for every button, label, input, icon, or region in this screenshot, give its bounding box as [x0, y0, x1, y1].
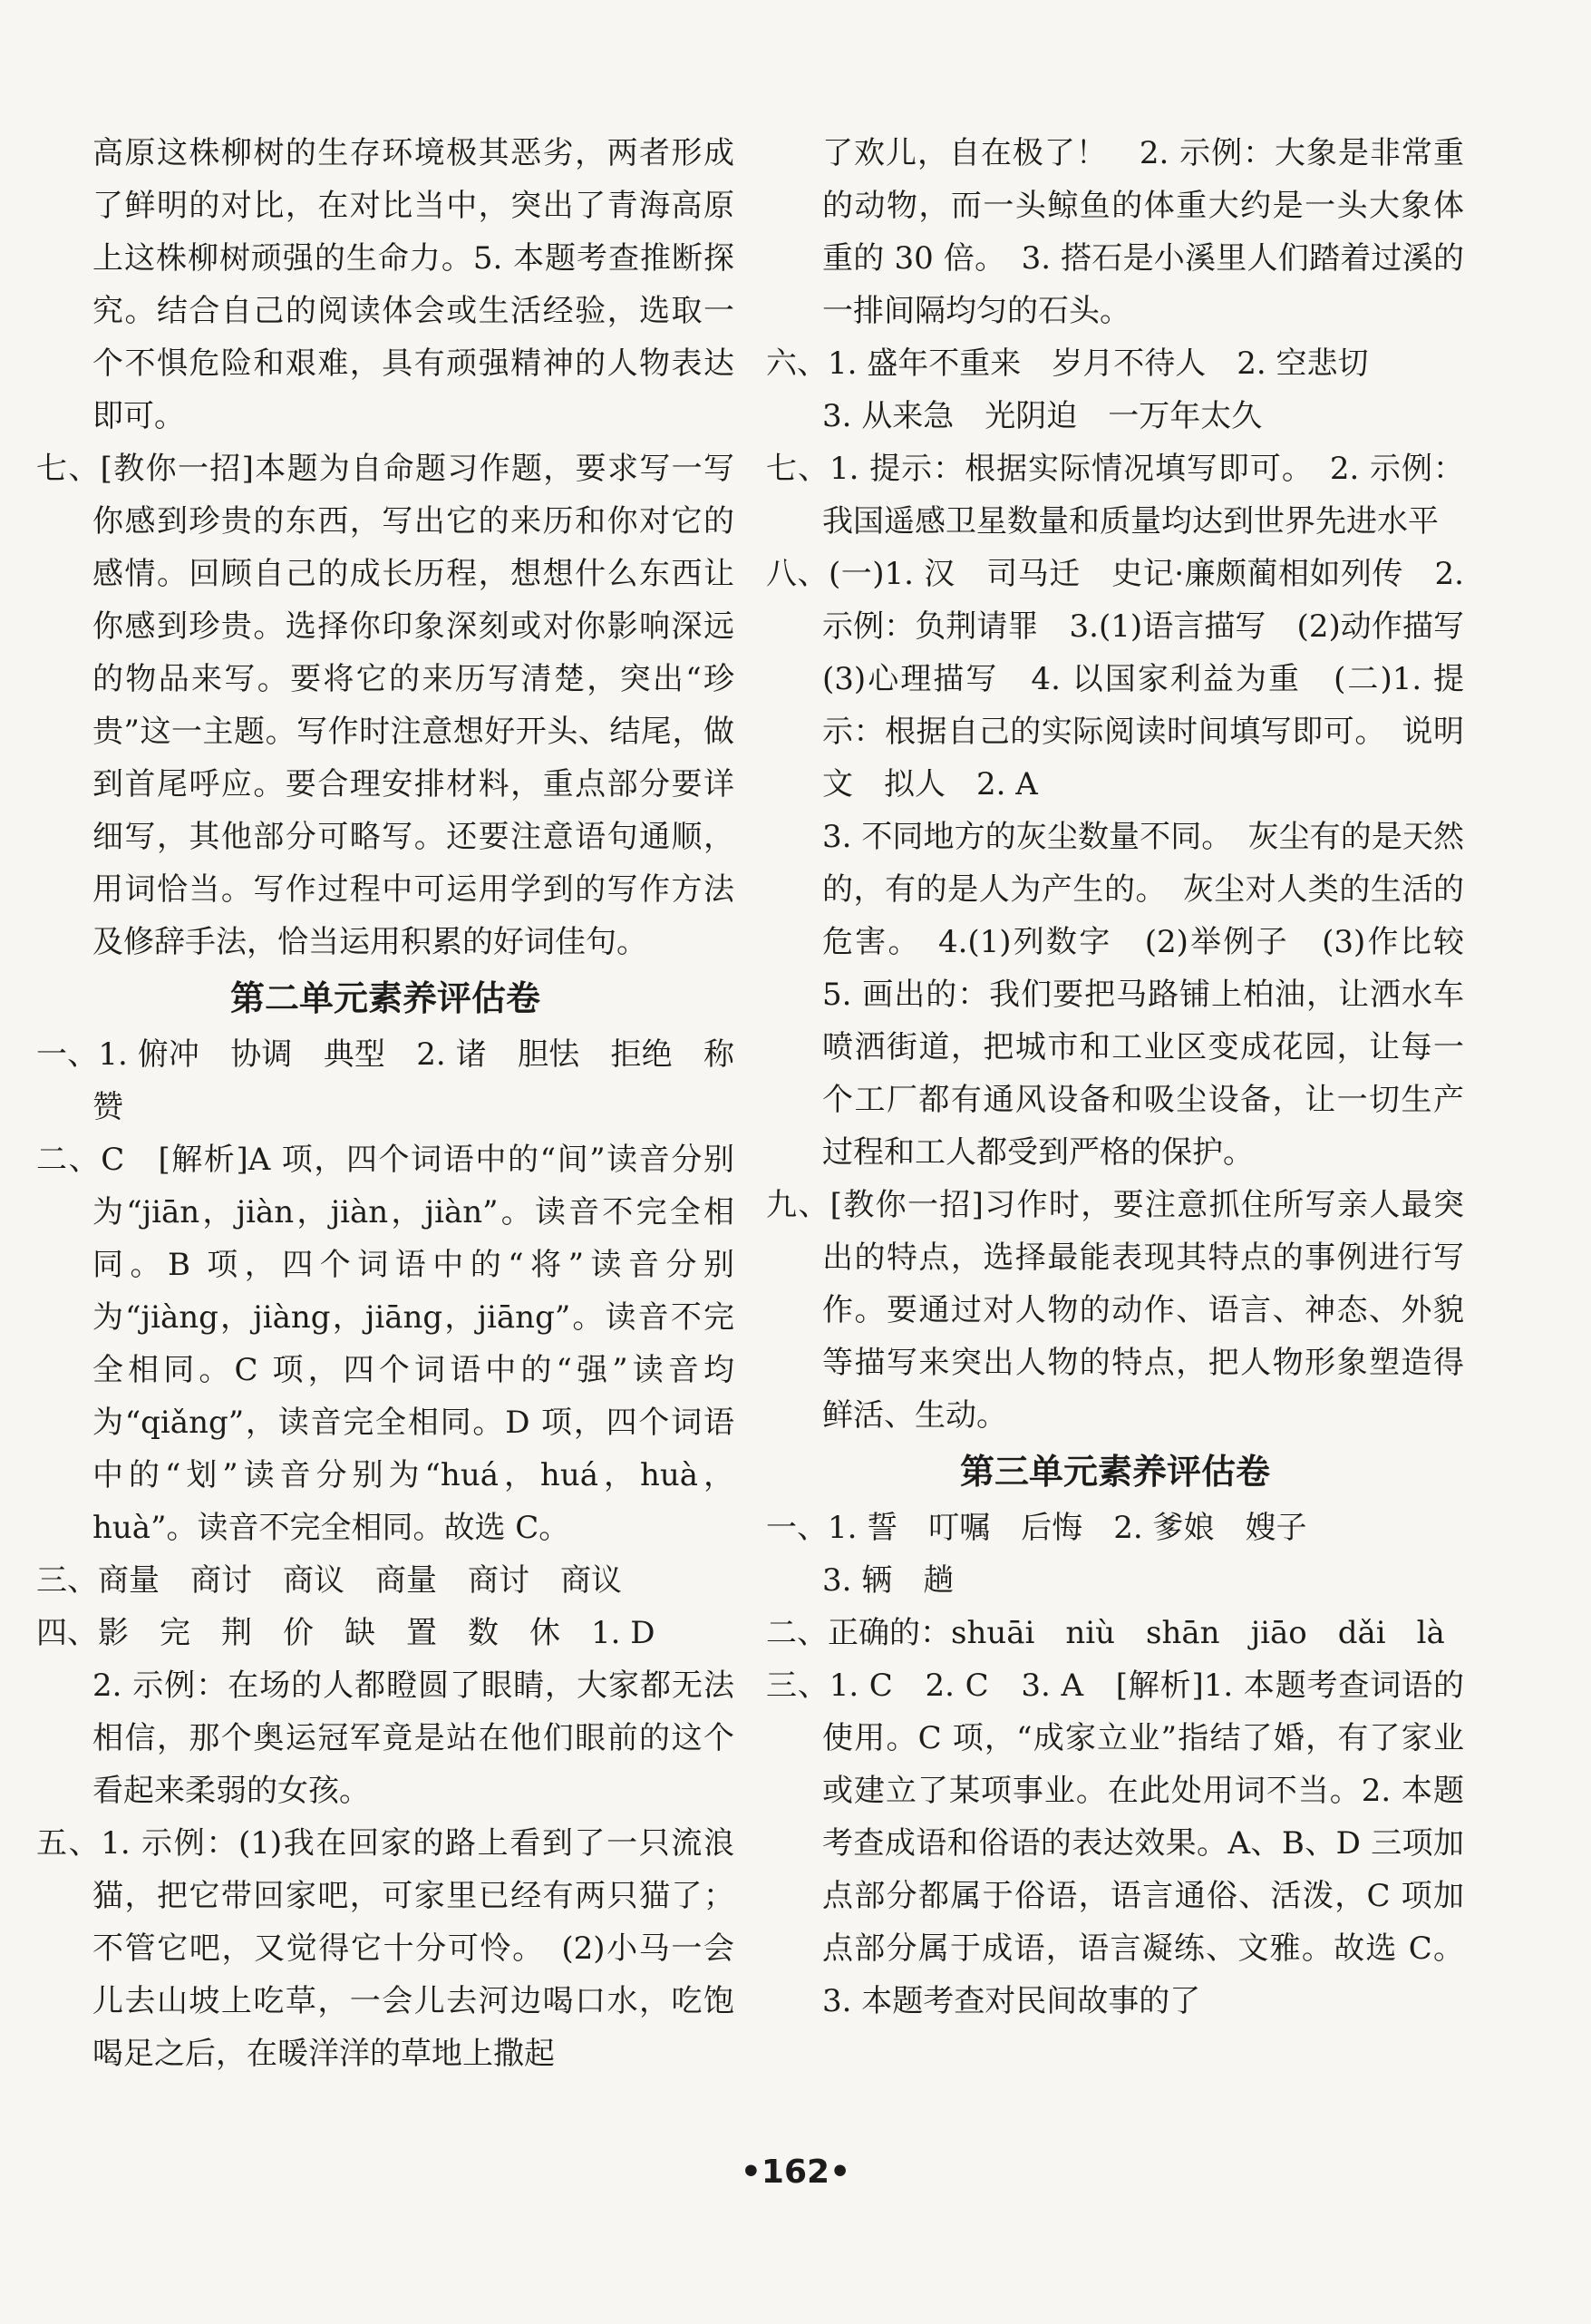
answer-paragraph: 八、(一)1. 汉 司马迁 史记·廉颇蔺相如列传 2. 示例：负荆请罪 3.(1)语言描写 (2)动作描写 (3)心理描写 4. 以国家利益为重 (二)1. 提示：根据自己的实际阅读时间填写即可。 说明文 拟人 2. A: [766, 556, 1495, 802]
answer-paragraph: 3. 不同地方的灰尘数量不同。 灰尘有的是天然的，有的是人为产生的。 灰尘对人类的生活的危害。 4.(1)列数字 (2)举例子 (3)作比较 5. 画出的：我们要把马路铺上柏油，让洒水车喷洒街道，把城市和工业区变成花园，让每一个工厂都有通风设备和吸尘设备，让一切生产过程和工人都受到严格的保护。: [822, 819, 1495, 1171]
section-title: 第二单元素养评估卷: [229, 978, 540, 1018]
answer-paragraph: 三、商量 商讨 商议 商量 商讨 商议: [36, 1562, 622, 1599]
answer-paragraph: 高原这株柳树的生存环境极其恶劣，两者形成了鲜明的对比，在对比当中，突出了青海高原上这株柳树顽强的生命力。5. 本题考查推断探究。结合自己的阅读体会或生活经验，选取一个不惧危险和艰难，具有顽强精神的人物表达即可。: [92, 135, 734, 434]
answer-paragraph: 了欢儿，自在极了！ 2. 示例：大象是非常重的动物，而一头鲸鱼的体重大约是一头大象体重的 30 倍。 3. 搭石是小溪里人们踏着过溪的一排间隔均匀的石头。: [822, 135, 1464, 329]
page-number: •162•: [740, 2154, 851, 2191]
answer-paragraph: 二、正确的：shuāi niù shān jiāo dǎi là: [766, 1615, 1445, 1651]
right-column: [766, 127, 1495, 2027]
answer-paragraph: 七、[教你一招]本题为自命题习作题，要求写一写你感到珍贵的东西，写出它的来历和你对它的感情。回顾自己的成长历程，想想什么东西让你感到珍贵。选择你印象深刻或对你影响深远的物品来写。要将它的来历写清楚，突出“珍贵”这一主题。写作时注意想好开头、结尾，做到首尾呼应。要合理安排材料，重点部分要详细写，其他部分可略写。还要注意语句通顺，用词恰当。写作过程中可运用学到的写作方法及修辞手法，恰当运用积累的好词佳句。: [36, 451, 734, 960]
answer-paragraph: 一、1. 誓 叮嘱 后悔 2. 爹娘 嫂子: [766, 1510, 1307, 1546]
answer-paragraph: 3. 从来急 光阴迫 一万年太久: [822, 398, 1263, 434]
answer-paragraph: 一、1. 俯冲 协调 典型 2. 诸 胆怯 拒绝 称赞: [36, 1036, 734, 1125]
answer-paragraph: 五、1. 示例：(1)我在回家的路上看到了一只流浪猫，把它带回家吧，可家里已经有两只猫了；不管它吧，又觉得它十分可怜。 (2)小马一会儿去山坡上吃草，一会儿去河边喝口水，吃饱喝足之后，在暖洋洋的草地上撒起: [36, 1825, 734, 2072]
answer-paragraph: 三、1. C 2. C 3. A [解析]1. 本题考查词语的使用。C 项，“成家立业”指结了婚，有了家业或建立了某项事业。在此处用词不当。2. 本题考查成语和俗语的表达效果。A、B、D 三项加点部分都属于俗语，语言通俗、活泼，C 项加点部分属于成语，语言凝练、文雅。故选 C。3. 本题考查对民间故事的了: [766, 1668, 1464, 2019]
answer-paragraph: 二、C [解析]A 项，四个词语中的“间”读音分别为“jiān，jiàn，jiàn，jiàn”。读音不完全相同。B 项，四个词语中的“将”读音分别为“jiàng，jiàng，jiāng，jiāng”。读音不完全相同。C 项，四个词语中的“强”读音均为“qiǎng”，读音完全相同。D 项，四个词语中的“划”读音分别为“huá，huá，huà，huà”。读音不完全相同。故选 C。: [36, 1142, 734, 1546]
section-title: 第三单元素养评估卷: [959, 1452, 1270, 1492]
answer-paragraph: 七、1. 提示：根据实际情况填写即可。 2. 示例：我国遥感卫星数量和质量均达到世界先进水平: [766, 451, 1464, 540]
answer-paragraph: 六、1. 盛年不重来 岁月不待人 2. 空悲切: [766, 345, 1369, 382]
left-column: [36, 127, 734, 2080]
answer-paragraph: 3. 辆 趟: [822, 1562, 955, 1599]
answer-paragraph: 四、影 完 荆 价 缺 置 数 休 1. D: [36, 1615, 655, 1651]
answer-paragraph: 2. 示例：在场的人都瞪圆了眼睛，大家都无法相信，那个奥运冠军竟是站在他们眼前的这个看起来柔弱的女孩。: [92, 1668, 734, 1809]
answer-paragraph: 九、[教你一招]习作时，要注意抓住所写亲人最突出的特点，选择最能表现其特点的事例进行写作。要通过对人物的动作、语言、神态、外貌等描写来突出人物的特点，把人物形象塑造得鲜活、生动。: [766, 1187, 1464, 1434]
